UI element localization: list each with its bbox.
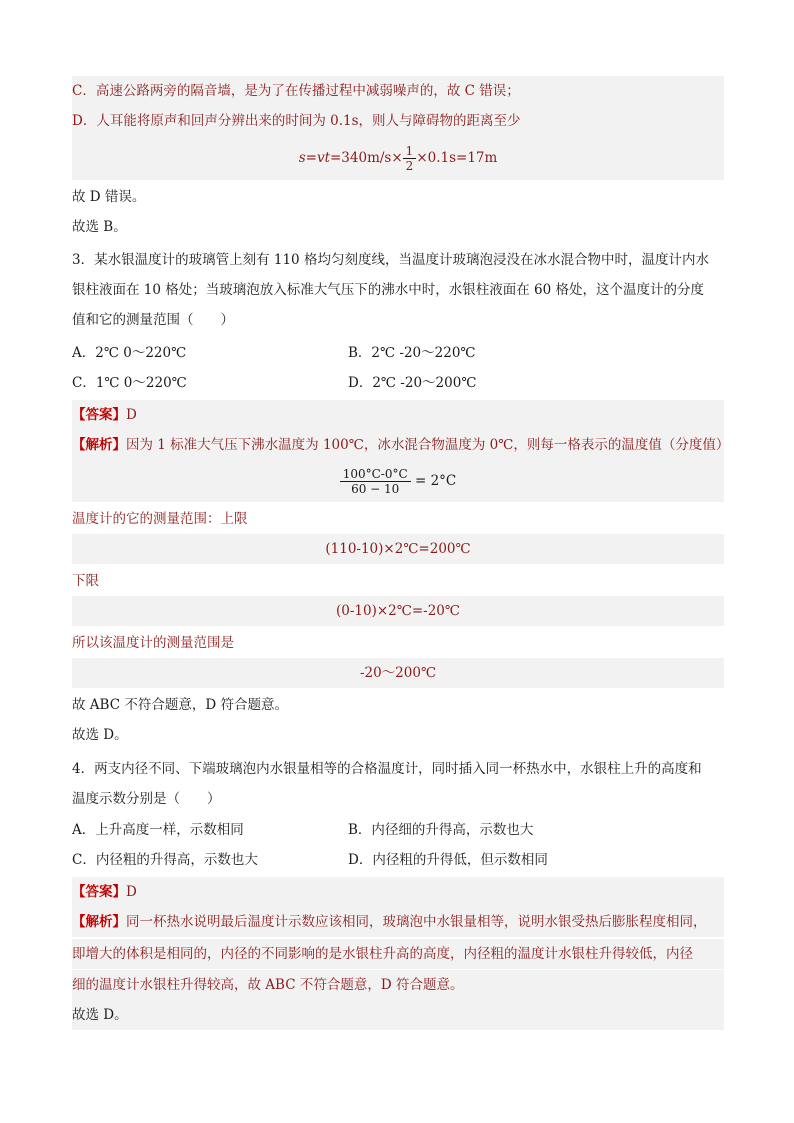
q3-division-formula [72,460,724,502]
analysis-text: 同一杯热水说明最后温度计示数应该相同，玻璃泡中水银量相等，说明水银受热后膨胀程度相同， [126,914,707,930]
fraction-numerator: 1 [403,144,417,159]
answer-tag: 【答案】 [72,407,126,423]
q4-analysis-line-1 [72,907,724,937]
q3-upper-formula: (110-10)×2℃=200℃ [72,534,724,564]
fraction-denominator: 2 [405,159,414,173]
prev-option-c-explanation: C．高速公路两旁的隔音墙，是为了在传播过程中减弱噪声的，故 C 错误； [72,76,724,106]
prev-choose: 故选 B。 [72,219,127,235]
answer-value: D [126,884,137,900]
division-denominator: 60 − 10 [351,482,400,496]
formula-mid: =340m/s× [330,150,403,166]
q4-options-row-1 [72,815,724,845]
q4-analysis-line-3: 细的温度计水银柱升得较高，故 ABC 不符合题意，D 符合题意。 [72,970,724,1000]
q3-conclusion: 故 ABC 不符合题意，D 符合题意。 [72,697,288,713]
q3-lower-label: 下限 [72,573,99,589]
q3-stem-line-3: 值和它的测量范围（ ） [72,312,234,328]
q3-option-b: B．2℃ -20～220℃ [348,345,476,361]
q4-option-d: D．内径粗的升得低，但示数相同 [348,852,548,868]
formula-eq: = [305,150,317,166]
formula-vt: vt [316,150,330,166]
formula-end: ×0.1s=17m [416,150,498,166]
q4-option-b: B．内径细的升得高，示数也大 [348,822,534,838]
q4-analysis-line-2: 即增大的体积是相同的，内径的不同影响的是水银柱升高的高度，内径粗的温度计水银柱升得较低，内径 [72,939,724,969]
formula-s: s [298,150,306,166]
q3-options-row-1 [72,338,724,368]
q4-options-row-2 [72,845,724,875]
prev-distance-formula [72,136,724,180]
q4-stem-line-2: 温度示数分别是（ ） [72,791,221,807]
q4-option-a: A．上升高度一样，示数相同 [72,822,244,838]
q4-option-c: C．内径粗的升得高，示数也大 [72,852,258,868]
q3-answer [72,400,724,430]
analysis-tag: 【解析】 [72,914,126,930]
q4-stem-line-1: 4．两支内径不同、下端玻璃泡内水银量相等的合格温度计，同时插入同一杯热水中，水银柱上升的高度和 [72,761,702,777]
q3-option-a: A．2℃ 0～220℃ [72,345,187,361]
q3-range-label: 所以该温度计的测量范围是 [72,635,234,651]
analysis-tag: 【解析】 [72,437,126,453]
q3-options-row-2 [72,368,724,398]
half-fraction [403,144,417,173]
q3-range-formula: -20～200℃ [72,658,724,688]
q3-range-upper-label: 温度计的它的测量范围：上限 [72,511,248,527]
analysis-text: 因为 1 标准大气压下沸水温度为 100℃，冰水混合物温度为 0℃，则每一格表示的温度值（分度值） [126,437,730,453]
q3-analysis [72,430,730,460]
prev-option-d-explanation: D．人耳能将原声和回声分辨出来的时间为 0.1s，则人与障碍物的距离至少 [72,106,724,136]
q3-lower-formula: (0-10)×2℃=-20℃ [72,596,724,626]
q3-choose: 故选 D。 [72,727,128,743]
q3-stem-line-2: 银柱液面在 10 格处；当玻璃泡放入标准大气压下的沸水中时，水银柱液面在 60 格处，这个温度计的分度 [72,282,705,298]
division-numerator: 100°C-0°C [340,467,411,482]
q3-option-c: C．1℃ 0～220℃ [72,375,187,391]
q4-answer [72,877,724,907]
answer-value: D [126,407,137,423]
q4-choose: 故选 D。 [72,1000,724,1030]
division-result: = 2°C [414,473,457,489]
answer-tag: 【答案】 [72,884,126,900]
q3-option-d: D．2℃ -20～200℃ [348,375,477,391]
q3-stem-line-1: 3．某水银温度计的玻璃管上刻有 110 格均匀刻度线，当温度计玻璃泡浸没在冰水混合物中时，温度计内水 [72,252,709,268]
division-fraction [340,467,411,496]
prev-d-wrong: 故 D 错误。 [72,189,146,205]
